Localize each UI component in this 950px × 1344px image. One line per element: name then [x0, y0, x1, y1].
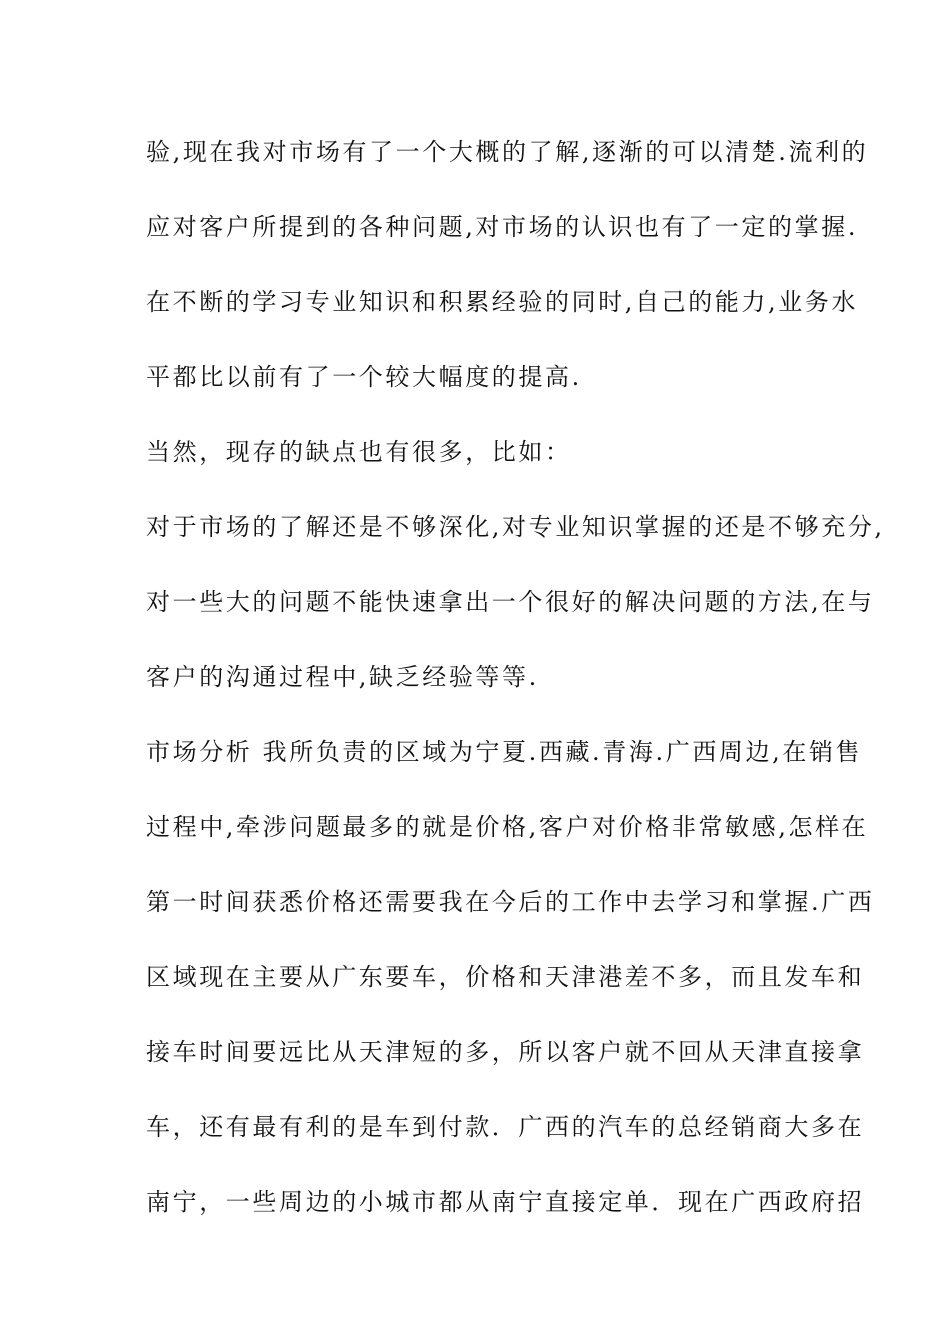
text-line-13: 接车时间要远比从天津短的多，所以客户就不回从天津直接拿	[146, 1038, 865, 1066]
text-line-2: 应对客户所提到的各种问题,对市场的认识也有了一定的掌握.	[146, 213, 859, 241]
text-line-9: 市场分析 我所负责的区域为宁夏.西藏.青海.广西周边,在销售	[146, 738, 863, 766]
text-line-6: 对于市场的了解还是不够深化,对专业知识掌握的还是不够充分,	[146, 513, 885, 541]
text-line-8: 客户的沟通过程中,缺乏经验等等.	[146, 663, 539, 691]
text-line-5: 当然，现存的缺点也有很多，比如：	[146, 438, 572, 466]
text-line-3: 在不断的学习专业知识和积累经验的同时,自己的能力,业务水	[146, 288, 859, 316]
text-line-7: 对一些大的问题不能快速拿出一个很好的解决问题的方法,在与	[146, 588, 875, 616]
text-line-15: 南宁，一些周边的小城市都从南宁直接定单．现在广西政府招	[146, 1188, 865, 1216]
text-line-14: 车，还有最有利的是车到付款．广西的汽车的总经销商大多在	[146, 1113, 865, 1141]
text-line-4: 平都比以前有了一个较大幅度的提高.	[146, 363, 582, 391]
text-line-1: 验,现在我对市场有了一个大概的了解,逐渐的可以清楚.流利的	[146, 138, 869, 166]
text-line-10: 过程中,牵涉问题最多的就是价格,客户对价格非常敏感,怎样在	[146, 813, 869, 841]
text-line-12: 区域现在主要从广东要车，价格和天津港差不多，而且发车和	[146, 963, 865, 991]
text-line-11: 第一时间获悉价格还需要我在今后的工作中去学习和掌握.广西	[146, 888, 875, 916]
